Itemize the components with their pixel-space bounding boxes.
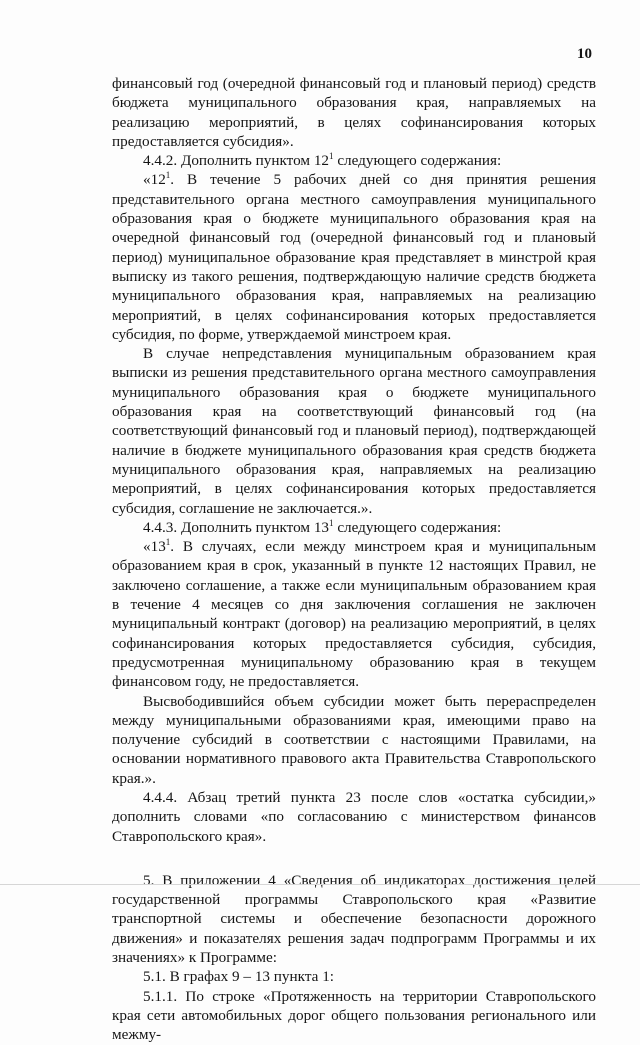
paragraph	[112, 344, 596, 518]
paragraph-text: «13	[143, 538, 166, 556]
paragraph-text-continued: следующего содержания:	[333, 152, 502, 170]
paragraph-text-continued: следующего содержания:	[333, 518, 502, 536]
paragraph-text: 5.1. В графах 9 – 13 пункта 1:	[143, 968, 335, 986]
paragraph	[112, 518, 596, 537]
paragraph-text: 4.4.4. Абзац третий пункта 23 после слов «остатка субсидии,» дополнить словами «по согласованию с министерством финансов Ставропольского края».	[112, 788, 596, 845]
superscript-index: 1	[165, 170, 171, 181]
paragraph	[112, 170, 596, 344]
superscript-index: 1	[329, 517, 334, 528]
page-number: 10	[577, 46, 592, 62]
paragraph	[112, 537, 596, 691]
paragraph-text: 5.1.1. По строке «Протяженность на территории Ставропольского края сети автомобильных дорог общего пользования регионального или межму-	[112, 987, 596, 1044]
paragraph	[112, 987, 596, 1045]
paragraph	[112, 151, 596, 170]
document-body	[112, 74, 596, 1045]
paragraph	[112, 871, 596, 967]
paragraph-spacer	[112, 846, 596, 871]
paragraph-text-continued: . В случаях, если между минстроем края и муниципальным образованием края в срок, указанный в пункте 12 настоящих Правил, не заключено соглашение, а также если муниципальным образованием края в течение 4 месяцев со дня заключения соглашения не заключен муниципальный контракт (договор) на реализацию мероприятий, в целях софинансирования которых предоставляется субсидия, субсидия, предусмотренная муниципальному образованию края в текущем финансовом году, не предоставляется.	[112, 538, 596, 691]
paragraph-text: 4.4.3. Дополнить пунктом 13	[143, 518, 330, 536]
paragraph-text: Высвободившийся объем субсидии может быть перераспределен между муниципальными образованиями края, имеющими право на получение субсидий в соответствии с настоящими Правилами, на основании нормативного правового акта Правительства Ставропольского края.».	[112, 692, 596, 787]
paragraph	[112, 74, 596, 151]
paragraph-text: 5. В приложении 4 «Сведения об индикаторах достижения целей государственной программы Ставропольского края «Развитие транспортной системы и обеспечение безопасности дорожного движения» и показателях решения задач подпрограмм Программы и их значениях» к Программе:	[112, 871, 596, 967]
paragraph	[112, 967, 596, 986]
paragraph-text-continued: . В течение 5 рабочих дней со дня принятия решения представительного органа местного самоуправления муниципального образования края о бюджете муниципального образования края на очередной финансовый год (очередной финансовый год и плановый период) муниципальное образование края представляет в минстрой края выписку из такого решения, подтверждающую наличие средств бюджета муниципального образования края, направляемых на реализацию мероприятий, в целях софинансирования которых предоставляется субсидия, по форме, утверждаемой минстроем края.	[112, 171, 596, 343]
paragraph-text: 4.4.2. Дополнить пунктом 12	[143, 152, 330, 170]
paragraph	[112, 788, 596, 846]
paragraph-text: В случае непредставления муниципальным образованием края выписки из решения представительного органа местного самоуправления муниципального образования края о бюджете муниципального образования края на соответствующий финансовый год (на соответствующий финансовый год и плановый период), подтверждающей наличие в бюджете муниципального образования края средств бюджета муниципального образования края, направляемых на реализацию мероприятий, в целях софинансирования которых предоставляется субсидия, соглашение не заключается.».	[112, 345, 596, 517]
paragraph-text: финансовый год (очередной финансовый год и плановый период) средств бюджета муниципального образования края, направляемых на реализацию мероприятий, в целях софинансирования которых предоставляется субсидия».	[112, 75, 596, 150]
superscript-index: 1	[165, 537, 171, 548]
paragraph	[112, 692, 596, 788]
paragraph-text: «12	[143, 171, 166, 189]
superscript-index: 1	[329, 151, 334, 162]
footer-divider	[0, 884, 640, 885]
